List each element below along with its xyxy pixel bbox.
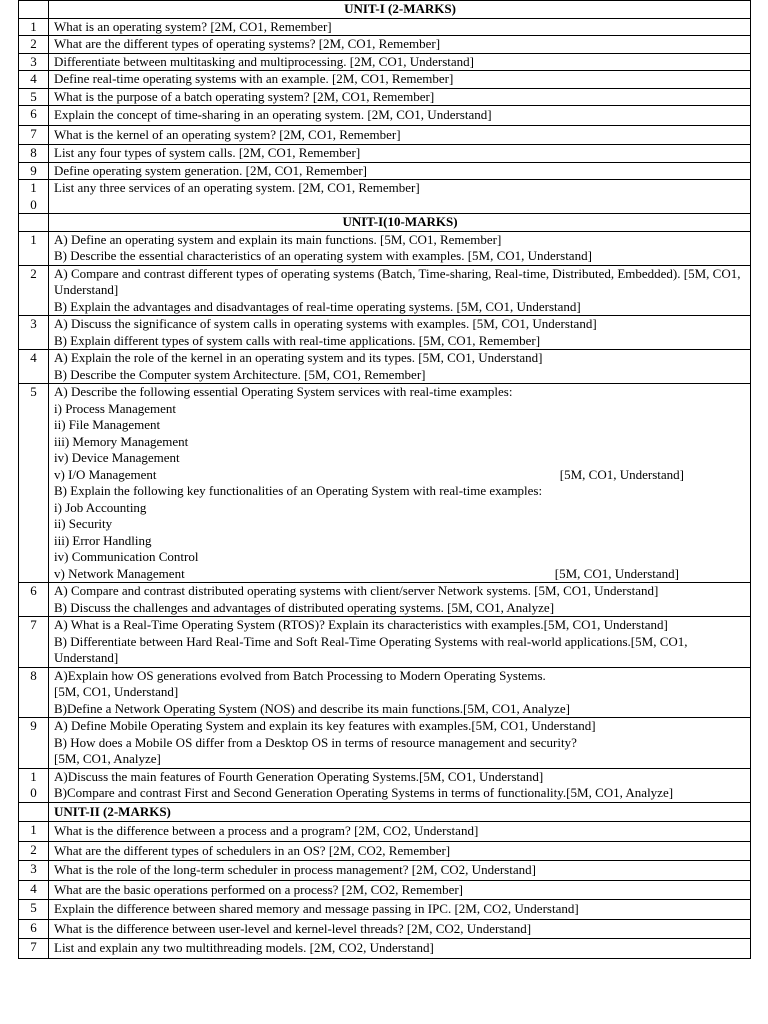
question-number: 9 [19, 162, 49, 180]
question-number: 6 [19, 583, 49, 617]
section-header-num [19, 1, 49, 19]
list-item: iii) Memory Management [54, 433, 189, 449]
question-number: 7 [19, 617, 49, 668]
part-a: A)Explain how OS generations evolved from Batch Processing to Modern Operating Systems. [54, 667, 546, 683]
section-header-row [19, 214, 751, 232]
table-row [19, 718, 751, 769]
table-row [19, 53, 751, 71]
list-item: ii) Security [54, 516, 113, 531]
table-row [19, 18, 751, 36]
part-a: A) Compare and contrast distributed operating systems with client/server Network systems. [5M, CO1, Understand] [54, 583, 659, 598]
part-a: A) Describe the following essential Operating System services with real-time examples: [54, 384, 513, 399]
part-a: A) Compare and contrast different types of operating systems (Batch, Time-sharing, Real-time, Distributed, Embedded). [5M, CO1, Understand] [54, 265, 741, 297]
part-a: A) Define Mobile Operating System and explain its key features with examples.[5M, CO1, Understand] [54, 718, 596, 733]
section-header-num [19, 802, 49, 822]
marks-tag: [5M, CO1, Understand] [554, 565, 679, 581]
part-a: A) Explain the role of the kernel in an operating system and its types. [5M, CO1, Understand] [54, 350, 543, 365]
part-b: B) Describe the essential characteristics of an operating system with examples. [5M, CO1, Understand] [54, 248, 592, 263]
question-text [49, 384, 751, 583]
table-row [19, 88, 751, 106]
list-item: ii) File Management [54, 417, 161, 432]
question-text: Define real-time operating systems with an example. [2M, CO1, Remember] [49, 71, 751, 89]
marks-tag: [5M, CO1, Understand] [54, 684, 179, 699]
part-a: A) What is a Real-Time Operating System (RTOS)? Explain its characteristics with examples.[5M, CO1, Understand] [54, 617, 668, 632]
question-number: 5 [19, 900, 49, 920]
list-item: iii) Error Handling [54, 532, 152, 548]
table-row [19, 841, 751, 861]
section-header-num [19, 214, 49, 232]
table-row [19, 583, 751, 617]
table-row [19, 162, 751, 180]
list-item: iv) Communication Control [54, 549, 199, 564]
question-text: What is the difference between user-level and kernel-level threads? [2M, CO2, Understand] [49, 919, 751, 939]
question-text: What is the purpose of a batch operating system? [2M, CO1, Remember] [49, 88, 751, 106]
part-b: B) Describe the Computer system Architecture. [5M, CO1, Remember] [54, 366, 426, 382]
part-a: A)Discuss the main features of Fourth Generation Operating Systems.[5M, CO1, Understand] [54, 768, 544, 784]
list-item: iv) Device Management [54, 450, 180, 465]
section-heading: UNIT-I(10-MARKS) [49, 214, 751, 232]
question-number: 9 [19, 718, 49, 769]
table-row [19, 71, 751, 89]
question-number: 2 [19, 841, 49, 861]
part-b: B)Compare and contrast First and Second Generation Operating Systems in terms of functionality.[5M, CO1, Analyze] [54, 785, 674, 800]
question-number: 6 [19, 919, 49, 939]
question-number: 4 [19, 71, 49, 89]
section-header-row [19, 1, 751, 19]
question-number: 10 [19, 180, 49, 214]
table-row [19, 861, 751, 881]
question-text [49, 231, 751, 265]
table-row [19, 667, 751, 718]
list-item: v) I/O Management [54, 466, 157, 482]
question-text: Explain the concept of time-sharing in an operating system. [2M, CO1, Understand] [49, 106, 751, 126]
list-item-with-tag [54, 467, 746, 484]
list-item: v) Network Management [54, 565, 185, 581]
question-text [49, 583, 751, 617]
table-row [19, 768, 751, 802]
part-b: B)Define a Network Operating System (NOS) and describe its main functions.[5M, CO1, Analyze] [54, 700, 570, 716]
list-item: i) Job Accounting [54, 499, 147, 515]
table-row [19, 125, 751, 145]
question-text: What is the kernel of an operating system? [2M, CO1, Remember] [49, 125, 751, 145]
section-heading: UNIT-I (2-MARKS) [49, 1, 751, 19]
table-row [19, 900, 751, 920]
table-row [19, 231, 751, 265]
question-text: Explain the difference between shared memory and message passing in IPC. [2M, CO2, Understand] [49, 900, 751, 920]
table-row [19, 384, 751, 583]
marks-tag: [5M, CO1, Analyze] [54, 751, 161, 766]
question-number: 4 [19, 350, 49, 384]
section-header-row [19, 802, 751, 822]
table-row [19, 939, 751, 959]
list-item-with-tag [54, 566, 746, 583]
question-text: What are the basic operations performed on a process? [2M, CO2, Remember] [49, 880, 751, 900]
question-text: List any three services of an operating system. [2M, CO1, Remember] [49, 180, 751, 214]
table-row [19, 180, 751, 214]
part-b: B) Explain different types of system calls with real-time applications. [5M, CO1, Remember] [54, 332, 541, 348]
table-row [19, 919, 751, 939]
question-number: 1 [19, 822, 49, 842]
question-number: 8 [19, 145, 49, 163]
question-text [49, 316, 751, 350]
list-item: i) Process Management [54, 400, 177, 416]
part-b: B) Discuss the challenges and advantages of distributed operating systems. [5M, CO1, Analyze] [54, 599, 555, 615]
table-row [19, 822, 751, 842]
question-number: 7 [19, 125, 49, 145]
table-row [19, 880, 751, 900]
question-text: What is the difference between a process and a program? [2M, CO2, Understand] [49, 822, 751, 842]
question-text: What are the different types of operating systems? [2M, CO1, Remember] [49, 36, 751, 54]
question-number: 6 [19, 106, 49, 126]
question-number: 1 [19, 231, 49, 265]
question-number: 2 [19, 265, 49, 316]
table-row [19, 36, 751, 54]
part-b: B) How does a Mobile OS differ from a Desktop OS in terms of resource management and security? [54, 734, 577, 750]
question-number: 3 [19, 316, 49, 350]
table-row [19, 145, 751, 163]
part-b: B) Explain the following key functionalities of an Operating System with real-time examples: [54, 483, 543, 498]
question-text: What is the role of the long-term scheduler in process management? [2M, CO2, Understand] [49, 861, 751, 881]
question-text [49, 667, 751, 718]
marks-tag: [5M, CO1, Understand] [559, 466, 684, 482]
question-number: 5 [19, 88, 49, 106]
part-a: A) Discuss the significance of system calls in operating systems with examples. [5M, CO1, Understand] [54, 316, 597, 331]
question-text [49, 265, 751, 316]
table-row [19, 617, 751, 668]
question-text [49, 617, 751, 668]
question-number: 5 [19, 384, 49, 583]
question-text: What are the different types of schedulers in an OS? [2M, CO2, Remember] [49, 841, 751, 861]
question-text: Differentiate between multitasking and multiprocessing. [2M, CO1, Understand] [49, 53, 751, 71]
question-number: 7 [19, 939, 49, 959]
question-text [49, 768, 751, 802]
question-text: Define operating system generation. [2M, CO1, Remember] [49, 162, 751, 180]
question-text: List any four types of system calls. [2M, CO1, Remember] [49, 145, 751, 163]
table-row [19, 350, 751, 384]
question-number: 4 [19, 880, 49, 900]
question-number: 2 [19, 36, 49, 54]
question-bank-table [18, 0, 751, 959]
question-number: 1 [19, 18, 49, 36]
question-number: 3 [19, 53, 49, 71]
question-text [49, 350, 751, 384]
part-a: A) Define an operating system and explain its main functions. [5M, CO1, Remember] [54, 231, 502, 247]
question-text [49, 718, 751, 769]
question-number: 8 [19, 667, 49, 718]
table-row [19, 106, 751, 126]
question-text: List and explain any two multithreading models. [2M, CO2, Understand] [49, 939, 751, 959]
question-text: What is an operating system? [2M, CO1, Remember] [49, 18, 751, 36]
part-b: B) Differentiate between Hard Real-Time and Soft Real-Time Operating Systems with real-world applications.[5M, CO1, Understand] [54, 633, 688, 665]
section-heading: UNIT-II (2-MARKS) [49, 802, 751, 822]
question-number: 3 [19, 861, 49, 881]
table-row [19, 265, 751, 316]
part-b: B) Explain the advantages and disadvantages of real-time operating systems. [5M, CO1, Understand] [54, 298, 581, 314]
table-row [19, 316, 751, 350]
question-number: 10 [19, 768, 49, 802]
